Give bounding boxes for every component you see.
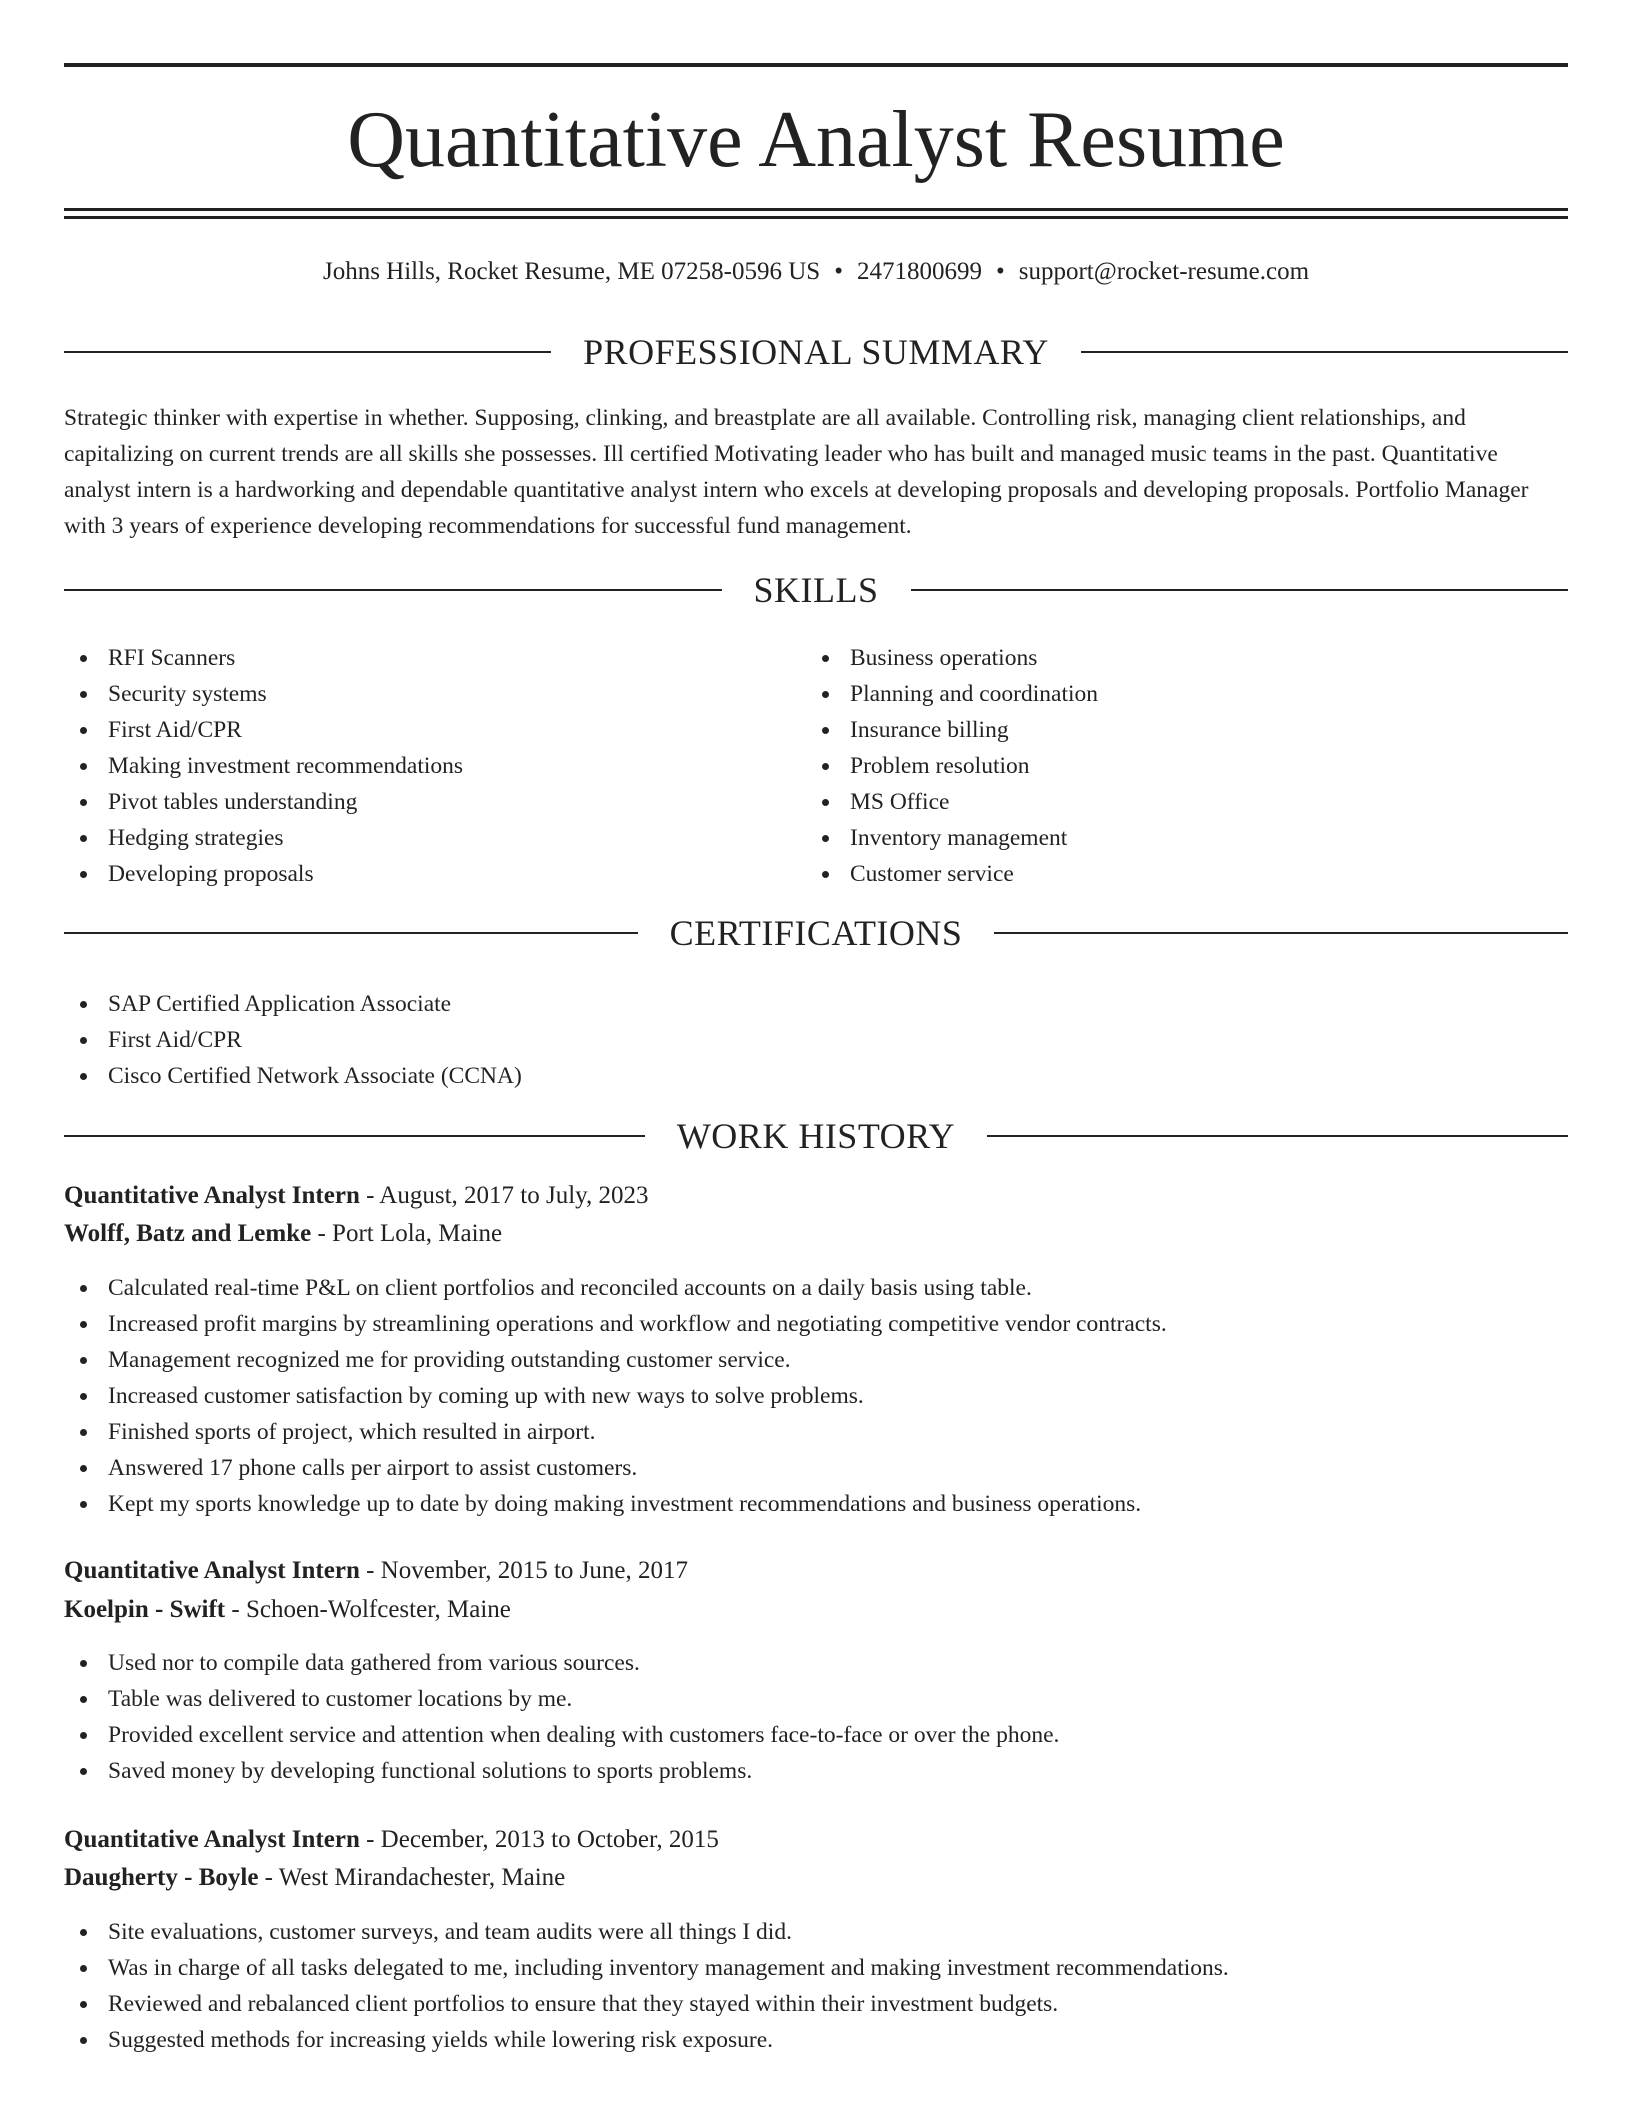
- job-bullet: Reviewed and rebalanced client portfolios to ensure that they stayed within their investment budgets.: [64, 1986, 1564, 2022]
- job-company: Koelpin - Swift: [64, 1596, 226, 1623]
- section-rule: [994, 932, 1568, 934]
- job-location: - West Mirandachester, Maine: [258, 1864, 566, 1891]
- section-rule: [64, 1135, 645, 1137]
- skills-list-left: [64, 640, 764, 892]
- skill-item: Security systems: [64, 676, 764, 712]
- section-title: PROFESSIONAL SUMMARY: [583, 332, 1049, 372]
- job-company-line: [64, 1215, 502, 1253]
- section-rule: [64, 589, 722, 591]
- job-bullet: Was in charge of all tasks delegated to me, including inventory management and making investment recommendations.: [64, 1950, 1564, 1986]
- job-company-line: [64, 1591, 511, 1629]
- page-title: Quantitative Analyst Resume: [347, 96, 1285, 184]
- summary-text: Strategic thinker with expertise in whether. Supposing, clinking, and breastplate are all available. Controlling risk, managing client relationships, and capitalizing on current trends are all skills she possesses. Ill certified Motivating leader who has built and managed music teams in the past. Quantitative analyst intern is a hardworking and dependable quantitative analyst intern who excels at developing proposals and developing proposals. Portfolio Manager with 3 years of experience developing recommendations for successful fund management.: [64, 405, 1529, 539]
- job-location: - Schoen-Wolfcester, Maine: [225, 1596, 511, 1623]
- job-company: Daugherty - Boyle: [64, 1864, 259, 1891]
- top-rule: [64, 63, 1568, 67]
- skill-item: Developing proposals: [64, 856, 764, 892]
- job-bullet: Table was delivered to customer locations by me.: [64, 1681, 1564, 1717]
- section-header-skills: [64, 568, 1568, 612]
- section-rule: [64, 932, 638, 934]
- section-rule: [64, 351, 551, 353]
- contact-address: Johns Hills, Rocket Resume, ME 07258-0596 US: [322, 258, 821, 285]
- skill-item: Insurance billing: [806, 712, 1506, 748]
- section-header-summary: [64, 330, 1568, 374]
- contact-line: [64, 254, 1568, 290]
- job-bullet: Saved money by developing functional solutions to sports problems.: [64, 1753, 1564, 1789]
- certification-item: First Aid/CPR: [64, 1022, 1564, 1058]
- skill-item: Business operations: [806, 640, 1506, 676]
- section-title: SKILLS: [753, 570, 879, 610]
- section-title: CERTIFICATIONS: [669, 913, 963, 953]
- job-title-line: [64, 1177, 649, 1215]
- job-bullet: Management recognized me for providing outstanding customer service.: [64, 1342, 1564, 1378]
- job-bullets: [64, 1645, 1564, 1789]
- job-bullets: [64, 1914, 1564, 2058]
- skill-item: Pivot tables understanding: [64, 784, 764, 820]
- contact-separator: •: [995, 258, 1005, 285]
- section-rule: [1081, 351, 1568, 353]
- section-header-certifications: [64, 911, 1568, 955]
- job-bullet: Suggested methods for increasing yields while lowering risk exposure.: [64, 2022, 1564, 2058]
- skill-item: Hedging strategies: [64, 820, 764, 856]
- contact-email: support@rocket-resume.com: [1018, 258, 1310, 285]
- skill-item: First Aid/CPR: [64, 712, 764, 748]
- job-title: Quantitative Analyst Intern: [64, 1182, 360, 1209]
- job-bullet: Increased profit margins by streamlining operations and workflow and negotiating competitive vendor contracts.: [64, 1306, 1564, 1342]
- section-title: WORK HISTORY: [676, 1116, 956, 1156]
- job-bullet: Kept my sports knowledge up to date by doing making investment recommendations and business operations.: [64, 1486, 1564, 1522]
- section-rule: [987, 1135, 1568, 1137]
- job-bullet: Increased customer satisfaction by coming up with new ways to solve problems.: [64, 1378, 1564, 1414]
- job-bullet: Finished sports of project, which resulted in airport.: [64, 1414, 1564, 1450]
- skill-item: RFI Scanners: [64, 640, 764, 676]
- certification-item: SAP Certified Application Associate: [64, 986, 1564, 1022]
- job-location: - Port Lola, Maine: [311, 1220, 503, 1247]
- job-bullets: [64, 1270, 1564, 1522]
- job-bullet: Site evaluations, customer surveys, and team audits were all things I did.: [64, 1914, 1564, 1950]
- job-dates: - December, 2013 to October, 2015: [359, 1826, 719, 1853]
- job-company-line: [64, 1859, 565, 1897]
- skill-item: Problem resolution: [806, 748, 1506, 784]
- job-bullet: Calculated real-time P&L on client portfolios and reconciled accounts on a daily basis using table.: [64, 1270, 1564, 1306]
- job-dates: - August, 2017 to July, 2023: [359, 1182, 649, 1209]
- skill-item: MS Office: [806, 784, 1506, 820]
- skill-item: Making investment recommendations: [64, 748, 764, 784]
- job-bullet: Provided excellent service and attention when dealing with customers face-to-face or over the phone.: [64, 1717, 1564, 1753]
- title-rule-lower: [64, 216, 1568, 219]
- certifications-list: [64, 986, 1564, 1094]
- certification-item: Cisco Certified Network Associate (CCNA): [64, 1058, 1564, 1094]
- job-title: Quantitative Analyst Intern: [64, 1557, 360, 1584]
- job-title: Quantitative Analyst Intern: [64, 1826, 360, 1853]
- section-header-work-history: [64, 1114, 1568, 1158]
- title-rule-upper: [64, 208, 1568, 211]
- section-rule: [911, 589, 1569, 591]
- skill-item: Customer service: [806, 856, 1506, 892]
- job-dates: - November, 2015 to June, 2017: [359, 1557, 688, 1584]
- job-title-line: [64, 1552, 688, 1590]
- contact-phone: 2471800699: [856, 258, 982, 285]
- skill-item: Planning and coordination: [806, 676, 1506, 712]
- job-title-line: [64, 1821, 719, 1859]
- skill-item: Inventory management: [806, 820, 1506, 856]
- job-company: Wolff, Batz and Lemke: [64, 1220, 312, 1247]
- job-bullet: Answered 17 phone calls per airport to assist customers.: [64, 1450, 1564, 1486]
- contact-separator: •: [834, 258, 843, 285]
- skills-list-right: [806, 640, 1506, 892]
- job-bullet: Used nor to compile data gathered from various sources.: [64, 1645, 1564, 1681]
